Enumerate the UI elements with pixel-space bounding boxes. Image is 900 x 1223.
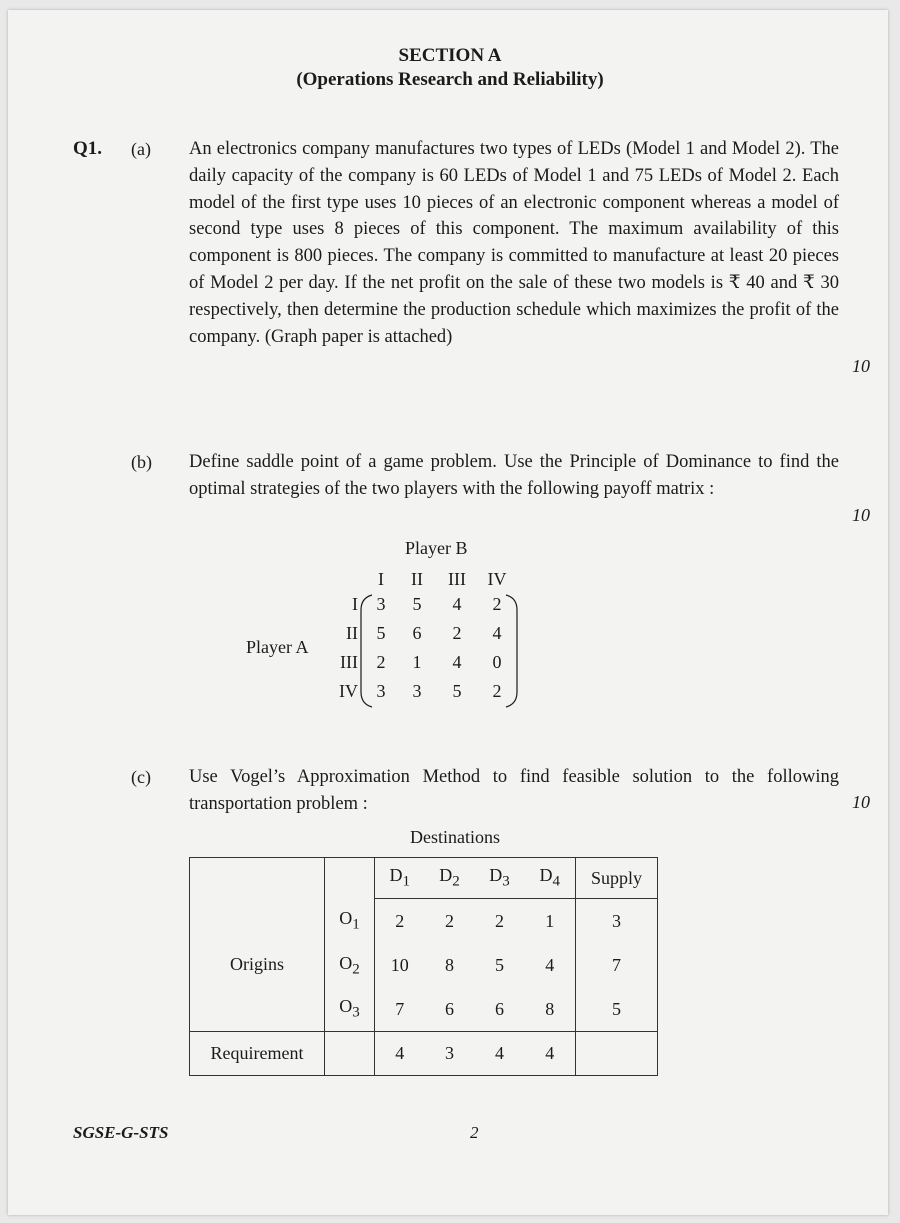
part-a-marks: 10 [852,356,870,376]
cost-cell: 1 [525,899,576,944]
col-label: III [448,569,466,589]
matrix-cell: 2 [452,623,462,643]
part-c-text: Use Vogel’s Approximation Method to find feasible solution to the following transportation problem : [189,767,839,814]
supply-cell: 7 [576,944,658,988]
part-b-marks: 10 [852,505,870,525]
requirement-label: Requirement [190,1032,325,1076]
cost-cell: 10 [375,944,425,988]
origins-label: Origins [190,899,325,1032]
origin-label: $O_2$ [325,944,375,988]
corner-cell [325,858,375,899]
supply-header: Supply [576,858,658,899]
cost-cell: 2 [375,899,425,944]
col-player-label: Player B [405,538,468,558]
question-number: Q1. [73,138,103,159]
matrix-cell: 2 [492,681,502,701]
cost-cell: 7 [375,988,425,1032]
origin-row [190,899,658,944]
cost-cell: 6 [425,988,475,1032]
col-label: IV [487,569,507,589]
origin-label: $O_3$ [325,988,375,1032]
destination-header: $D_1$ [375,858,425,899]
row-label: III [340,652,358,672]
matrix-cell: 0 [492,652,502,672]
part-a-label: (a) [131,139,151,159]
cost-cell: 6 [475,988,525,1032]
matrix-cell: 1 [412,652,422,672]
cost-cell: 5 [495,955,504,975]
matrix-cell: 5 [412,594,422,614]
requirement-cell: 4 [475,1032,525,1076]
matrix-cell: 3 [376,594,386,614]
part-b-label: (b) [131,452,152,472]
part-a-text: An electronics company manufactures two types of LEDs (Model 1 and Model 2). The daily capacity of the company is 60 LEDs of Model 1 and 75 LEDs of Model 2. Each model of the first type uses 10 pieces of an electronic component whereas a model of second type uses 8 pieces of this component. The maximum availability of this component is 800 pieces. The company is committed to manufacture at least 20 pieces of Model 2 per day. If the net profit on the sale of these two models is ₹ 40 and ₹ 30 respectively, then determine the production schedule which maximizes the profit of the company. (Graph paper is attached) [189,139,839,347]
cost-cell: 2 [495,910,504,931]
cost-cell: 8 [445,955,454,975]
cost-cell: 8 [525,988,576,1032]
matrix-cell: 3 [376,681,386,701]
cost-cell: 4 [525,944,576,988]
transportation-table [189,857,658,1076]
row-label: II [346,623,358,643]
supply-cell: 3 [576,899,658,944]
destination-header: $D_3$ [475,858,525,899]
supply-cell: 5 [576,988,658,1032]
requirement-cell: 4 [525,1032,576,1076]
matrix-cell: 2 [492,594,502,614]
matrix-cell: 5 [376,623,386,643]
matrix-cell: 5 [452,681,462,701]
header-row [190,858,658,899]
col-label: I [378,569,384,589]
destination-header: $D_4$ [525,858,576,899]
part-c-label: (c) [131,767,151,787]
part-b-text: Define saddle point of a game problem. Use the Principle of Dominance to find the optimal strategies of the two players with the following payoff matrix : [189,452,839,499]
part-c-marks: 10 [852,792,870,812]
col-label: II [411,569,423,589]
row-player-label: Player A [246,637,309,657]
empty-cell [325,1032,375,1076]
section-title: SECTION A [398,45,502,66]
destination-header: $D_2$ [425,858,475,899]
row-label: I [352,594,358,614]
row-label: IV [339,681,358,701]
empty-cell [576,1032,658,1076]
matrix-cell: 6 [412,623,422,643]
matrix-cell: 3 [412,681,422,701]
page-number: 2 [470,1123,479,1142]
matrix-cell: 4 [492,623,502,643]
paper-code: SGSE-G-STS [73,1123,169,1142]
table-caption: Destinations [410,827,500,847]
section-subtitle: (Operations Research and Reliability) [296,69,604,90]
matrix-cell: 4 [452,652,462,672]
requirement-cell: 3 [425,1032,475,1076]
requirement-cell: 4 [375,1032,425,1076]
corner-cell [190,858,325,899]
origin-label: $O_1$ [325,899,375,944]
requirement-row [190,1032,658,1076]
matrix-cell: 2 [376,652,386,672]
cost-cell: 2 [445,910,454,931]
matrix-cell: 4 [452,594,462,614]
